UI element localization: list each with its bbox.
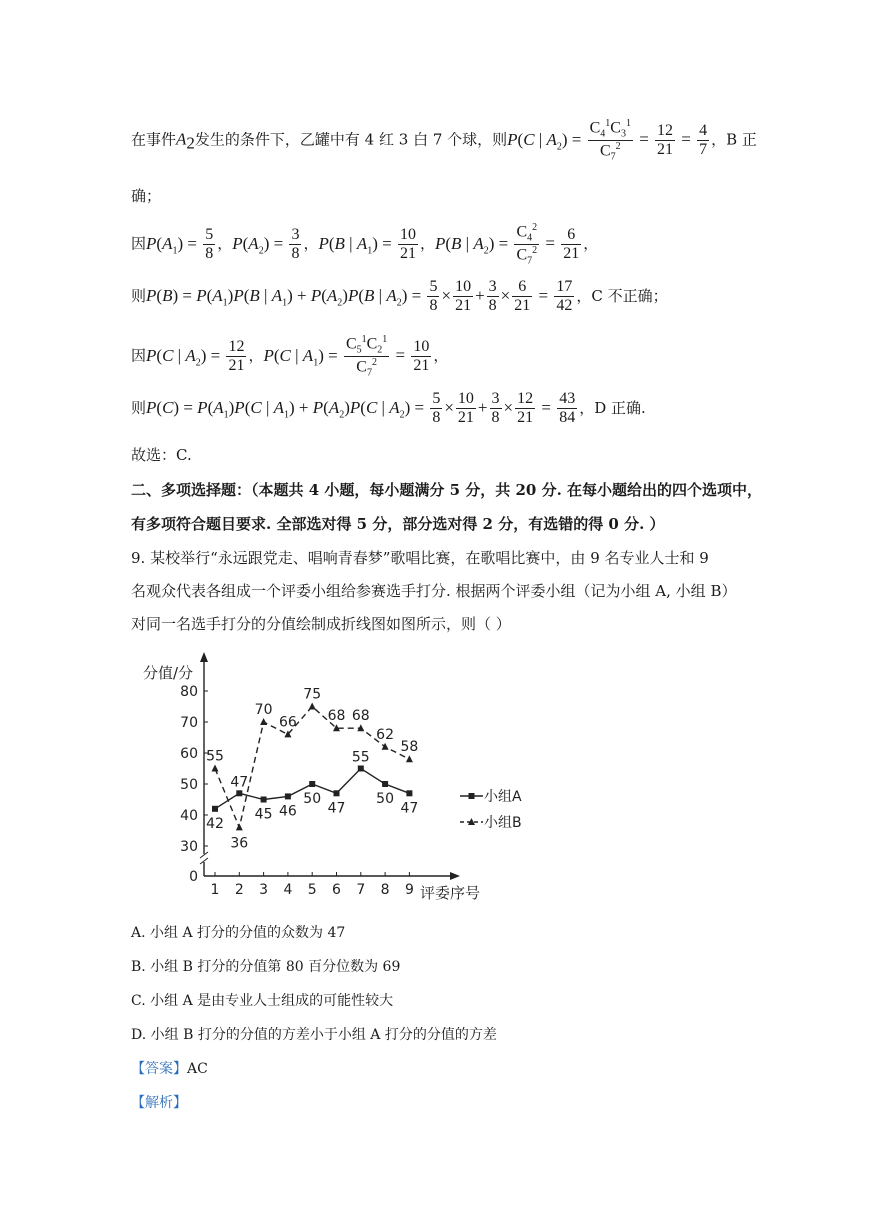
legend-a-marker [469,793,475,799]
series-a-point [358,766,364,772]
answer-line [131,1058,208,1078]
section-heading-line-2: 有多项符合题目要求. 全部选对得 5 分，部分选对得 2 分，有选错的得 0 分. ） [131,515,665,533]
x-tick-label: 7 [356,882,366,898]
series-b-data-label: 62 [376,726,395,743]
series-b-data-label: 68 [351,708,370,725]
x-tick-label: 2 [234,882,244,898]
series-b-point [406,755,413,762]
y-tick-label: 80 [180,684,198,700]
x-axis-arrow [450,872,460,880]
text-line-2: 确； [131,187,162,205]
line1-post: ，B 正 [711,130,757,149]
option-c: C. 小组 A 是由专业人士组成的可能性较大 [131,993,394,1009]
y-axis-label: 分值/分 [143,664,194,682]
series-a-data-label: 50 [376,791,395,807]
series-a-data-label: 42 [206,815,224,832]
text-line-6: 则$P(C) = P(A_1)P(C$ | $A_1) + P(A_2)P(C$ | $A_2$) = $\frac{5}{8}$ × $\frac{10}{21}$ + $\frac{3}{8}$ × $\frac{12}{21}$ = $\frac{43}{84}$ ，D 正确. [131,390,646,427]
option-a: A. 小组 A 打分的分值的众数为 47 [131,925,346,941]
series-b-data-label: 68 [327,708,346,725]
text-line-5: 因P(C | $A_2$) = $\frac{12}{21}$ ，P(C | $A_1$) = $\frac{C_5^1C_2^1}{C_7^2}$ = $\frac{10}{21}$ ， [131,334,449,379]
chart-series [206,687,418,852]
formula-p-c-a2: P(C | $A_2$) = [507,129,586,152]
answer-tag: 【答案】 [131,1061,187,1077]
x-tick-label: 6 [332,882,341,898]
y-tick-label: 60 [180,746,198,762]
legend-a-label: 小组A [484,789,522,805]
series-a-point [285,793,291,799]
series-a-point [309,781,315,787]
x-tick-label: 4 [283,882,293,898]
x-tick-label: 1 [210,882,220,898]
series-a-data-label: 50 [303,791,322,807]
line1-pre: 在事件 [131,130,177,149]
line-chart [138,648,522,908]
series-a-data-label: 47 [400,800,419,817]
question-9-line-2: 名观众代表各组成一个评委小组给参赛选手打分. 根据两个评委小组（记为小组 A, 小组 B） [131,582,737,600]
text-line-4: 则$P(B) = P(A_1)P(B$ | $A_1) + P(A_2)P(B$ | $A_2$) = $\frac{5}{8}$ × $\frac{10}{21}$ + $\frac{3}{8}$ × $\frac{6}{21}$ = $\frac{17}{42}$ ，C 不正确； [131,278,668,315]
x-tick-label: 9 [404,882,414,898]
series-b-point [382,743,389,750]
x-tick-label: 3 [259,882,269,898]
answer-value: AC [187,1061,208,1077]
series-b-point [236,823,243,830]
series-a-point [382,781,388,787]
section-heading-line-1: 二、多项选择题：（本题共 4 小题，每小题满分 5 分，共 20 分. 在每小题给出的四个选项中， [131,481,763,499]
series-b-point [309,703,316,710]
series-a-data-label: 46 [278,803,297,820]
question-9-line-3: 对同一名选手打分的分值绘制成折线图如图所示，则（ ） [131,615,511,633]
legend-b-label: 小组B [484,815,522,831]
series-a-data-label: 55 [351,749,370,766]
text-line-3: 因$P(A_1)$ = $\frac{5}{8}$ ，$P(A_2)$ = $\frac{3}{8}$ ，P(B | $A_1$) = $\frac{10}{21}$ ，P(B | $A_2$) = $\frac{C_4^2}{C_7^2}$ = $\frac{6}{21}$ ， [131,222,599,267]
chart-legend [460,789,522,831]
series-a-data-label: 45 [254,806,273,823]
series-a-point [236,790,242,796]
series-a-data-label: 47 [230,774,249,791]
y-tick-label: 50 [180,777,198,793]
series-a-point [406,790,412,796]
series-a-point [261,797,267,803]
series-a-data-label: 47 [327,800,346,817]
x-axis-label: 评委序号 [420,884,481,902]
text-line-1: 在事件$A_2$发生的条件下，乙罐中有 4 红 3 白 7 个球，则P(C | $A_2$) = $\frac{C_4^1C_3^1}{C_7^2}$ = $\frac{12}{21}$ = $\frac{4}{7}$ ，B 正 [131,118,757,163]
series-b-data-label: 55 [206,748,224,765]
question-9-line-1: 9. 某校举行“永远跟党走、唱响青春梦”歌唱比赛，在歌唱比赛中，由 9 名专业人士和 9 [131,549,709,567]
y-tick-label: 70 [180,715,198,731]
series-b-point [260,718,267,725]
series-a-point [334,790,340,796]
y-tick-label: 0 [189,869,198,885]
line1-mid: 发生的条件下，乙罐中有 4 红 3 白 7 个球，则 [194,130,508,149]
text-line-7: 故选：C. [131,446,192,464]
option-d: D. 小组 B 打分的分值的方差小于小组 A 打分的分值的方差 [131,1027,497,1043]
x-tick-label: 8 [380,882,390,898]
analysis-line [131,1092,187,1112]
analysis-tag: 【解析】 [131,1095,187,1111]
y-axis-arrow [200,652,208,662]
series-b-data-label: 58 [400,739,419,756]
y-tick-label: 30 [180,839,198,855]
option-b: B. 小组 B 打分的分值第 80 百分位数为 69 [131,959,401,975]
x-tick-label: 5 [307,882,317,898]
series-b-point [212,765,219,772]
series-a-point [212,806,218,812]
series-b-data-label: 36 [230,835,249,852]
series-b-data-label: 75 [303,686,322,703]
series-b-line [215,707,409,828]
y-tick-label: 40 [180,808,198,824]
series-b-data-label: 70 [254,702,273,718]
series-b-data-label: 66 [278,714,297,731]
